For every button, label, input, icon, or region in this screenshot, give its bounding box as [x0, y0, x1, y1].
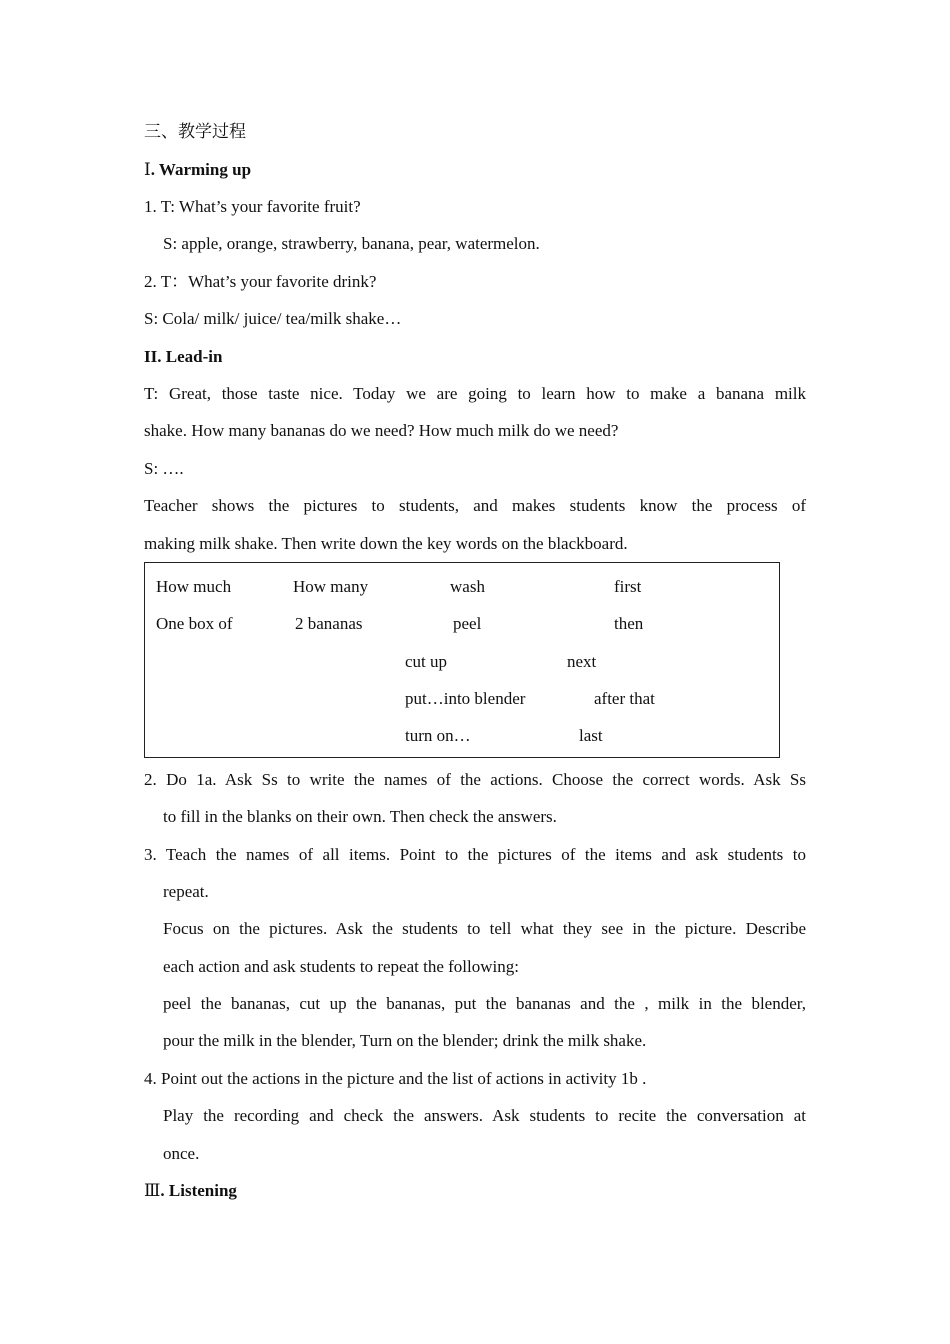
warmup-question-1: 1. T: What’s your favorite fruit?: [144, 197, 361, 216]
keyword-how-many: How many: [293, 577, 369, 596]
keyword-then: then: [614, 614, 644, 633]
leadin-paragraph-line: making milk shake. Then write down the key words on the blackboard.: [144, 534, 628, 553]
keyword-put-into-blender: put…into blender: [405, 689, 526, 708]
step-3-line: pour the milk in the blender, Turn on the blender; drink the milk shake.: [163, 1031, 647, 1050]
warmup-answer-2: S: Cola/ milk/ juice/ tea/milk shake…: [144, 309, 402, 328]
warmup-answer-1: S: apple, orange, strawberry, banana, pear, watermelon.: [163, 234, 540, 253]
leadin-student-reply: S: ….: [144, 459, 184, 478]
keyword-after-that: after that: [594, 689, 655, 708]
roman-numeral: Ⅰ: [144, 160, 151, 179]
section-heading: 三、教学过程: [144, 122, 246, 141]
step-4-line: Play the recording and check the answers. Ask students to recite the conversation at: [163, 1106, 806, 1125]
step-3-line: 3. Teach the names of all items. Point to the pictures of the items and ask students to: [144, 845, 806, 864]
section-title-text: . Listening: [160, 1181, 237, 1200]
step-2-line: to fill in the blanks on their own. Then check the answers.: [163, 807, 557, 826]
warmup-question-2: 2. T：What’s your favorite drink?: [144, 272, 377, 291]
keyword-wash: wash: [450, 577, 485, 596]
leadin-paragraph-line: shake. How many bananas do we need? How much milk do we need?: [144, 421, 619, 440]
step-3-line: each action and ask students to repeat the following:: [163, 957, 519, 976]
keyword-how-much: How much: [156, 577, 232, 596]
keyword-last: last: [579, 726, 603, 745]
keyword-first: first: [614, 577, 642, 596]
section-title-warming-up: [144, 159, 251, 181]
section-title-lead-in: II. Lead-in: [144, 347, 223, 366]
keyword-peel: peel: [453, 614, 482, 633]
step-4-line: 4. Point out the actions in the picture and the list of actions in activity 1b .: [144, 1069, 647, 1088]
step-2-line: 2. Do 1a. Ask Ss to write the names of the actions. Choose the correct words. Ask Ss: [144, 770, 806, 789]
step-4-line: once.: [163, 1144, 200, 1163]
roman-numeral: Ⅲ: [144, 1181, 161, 1200]
step-3-line: Focus on the pictures. Ask the students to tell what they see in the picture. Describe: [163, 919, 806, 938]
keyword-next: next: [567, 652, 597, 671]
step-3-line: repeat.: [163, 882, 209, 901]
step-3-line: peel the bananas, cut up the bananas, put the bananas and the , milk in the blender,: [163, 994, 806, 1013]
keyword-2-bananas: 2 bananas: [295, 614, 363, 633]
section-title-listening: [144, 1180, 237, 1202]
keyword-cut-up: cut up: [405, 652, 448, 671]
blackboard-keywords-table: [144, 562, 780, 758]
section-title-text: . Warming up: [150, 160, 252, 179]
leadin-paragraph-line: T: Great, those taste nice. Today we are going to learn how to make a banana milk: [144, 384, 806, 403]
leadin-paragraph-line: Teacher shows the pictures to students, and makes students know the process of: [144, 496, 806, 515]
keyword-turn-on: turn on…: [405, 726, 471, 745]
keyword-one-box-of: One box of: [156, 614, 233, 633]
